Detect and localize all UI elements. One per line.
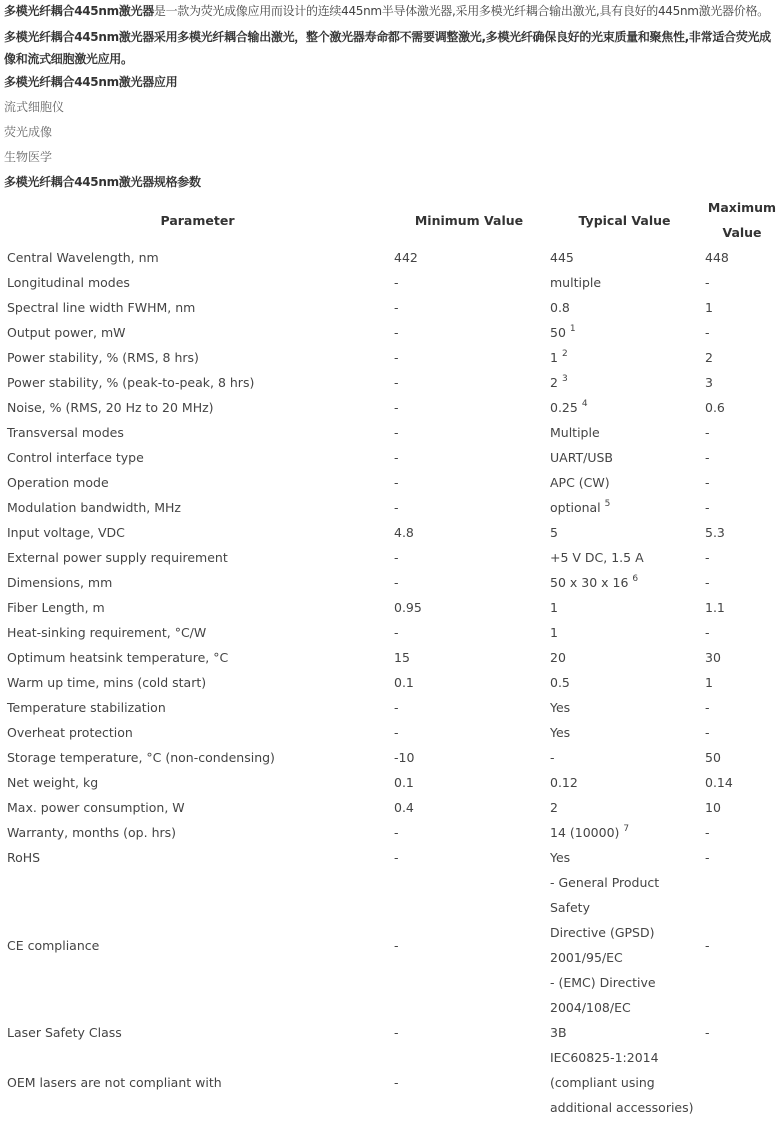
cell-min: - <box>394 575 399 590</box>
intro-paragraph-1 <box>4 0 778 22</box>
table-row <box>4 695 782 720</box>
cell-parameter: Warm up time, mins (cold start) <box>7 675 207 690</box>
typical-value: 50 <box>550 325 566 340</box>
table-row <box>4 820 782 845</box>
table-row <box>4 495 782 520</box>
product-name-bold: 多模光纤耦合445nm激光器 <box>4 4 154 18</box>
intro-paragraph-1-text: 是一款为荧光成像应用而设计的连续445nm半导体激光器,采用多模光纤耦合输出激光,具有良好的445nm激光器价格。 <box>153 4 769 18</box>
cell-typical <box>547 420 702 445</box>
cell-parameter: RoHS <box>7 850 41 865</box>
cell-parameter: Output power, mW <box>7 325 126 340</box>
cell-parameter: Input voltage, VDC <box>7 525 125 540</box>
cell-parameter: Central Wavelength, nm <box>7 250 159 265</box>
cell-typical <box>547 595 702 620</box>
table-row <box>4 345 782 370</box>
cell-typical <box>547 345 702 370</box>
typical-value: 1 <box>550 350 558 365</box>
table-row <box>4 445 782 470</box>
cell-max: - <box>705 500 710 515</box>
cell-parameter: Longitudinal modes <box>7 275 130 290</box>
cell-parameter: Fiber Length, m <box>7 600 105 615</box>
cell-max: - <box>705 1025 710 1040</box>
cell-typical <box>547 445 702 470</box>
cell-max: 5.3 <box>705 525 725 540</box>
cell-typical <box>547 470 702 495</box>
spec-table <box>4 195 782 1120</box>
footnote-marker: 7 <box>623 823 630 834</box>
cell-parameter: OEM lasers are not compliant with <box>7 1075 222 1090</box>
cell-min: - <box>394 425 399 440</box>
typical-value: 5 <box>550 525 558 540</box>
oem-line: (compliant using <box>550 1075 655 1090</box>
cell-parameter: Spectral line width FWHM, nm <box>7 300 196 315</box>
cell-min: - <box>394 937 399 953</box>
ce-line: - General Product Safety <box>550 875 660 915</box>
cell-min: - <box>394 350 399 365</box>
cell-typical <box>547 570 702 595</box>
header-maximum: Maximum Value <box>707 200 777 240</box>
typical-value: 1 <box>550 625 558 640</box>
cell-max: - <box>705 550 710 565</box>
typical-value: 14 (10000) <box>550 825 620 840</box>
cell-typical <box>547 495 702 520</box>
header-typical: Typical Value <box>578 212 671 228</box>
cell-max: 30 <box>705 650 721 665</box>
cell-parameter: Operation mode <box>7 475 109 490</box>
cell-max: - <box>705 700 710 715</box>
typical-value: multiple <box>550 275 602 290</box>
ce-line: 2004/108/EC <box>550 1000 631 1015</box>
cell-typical <box>547 295 702 320</box>
table-row <box>4 620 782 645</box>
application-item: 生物医学 <box>4 150 53 164</box>
typical-value: 0.5 <box>550 675 570 690</box>
footnote-marker: 1 <box>569 323 576 334</box>
cell-max: - <box>705 275 710 290</box>
footnote-marker: 6 <box>632 573 639 584</box>
cell-typical <box>547 770 702 795</box>
typical-value: Yes <box>550 700 571 715</box>
cell-min: 15 <box>394 650 410 665</box>
typical-value: optional <box>550 500 601 515</box>
cell-min: 0.95 <box>394 600 422 615</box>
ce-line: - (EMC) Directive <box>550 975 656 990</box>
cell-min: - <box>394 1025 399 1040</box>
cell-max: - <box>705 825 710 840</box>
cell-typical <box>547 695 702 720</box>
cell-parameter: Max. power consumption, W <box>7 800 185 815</box>
cell-min: - <box>394 625 399 640</box>
cell-min: - <box>394 300 399 315</box>
footnote-marker: 3 <box>561 373 568 384</box>
cell-min: 0.1 <box>394 775 414 790</box>
cell-parameter: External power supply requirement <box>7 550 228 565</box>
cell-parameter: CE compliance <box>7 937 100 953</box>
cell-max: 448 <box>705 250 729 265</box>
cell-min: - <box>394 500 399 515</box>
cell-max: 1.1 <box>705 600 725 615</box>
cell-min: - <box>394 475 399 490</box>
application-item: 流式细胞仪 <box>4 100 65 114</box>
header-minimum: Minimum Value <box>414 212 524 228</box>
table-row <box>4 545 782 570</box>
footnote-marker: 4 <box>581 398 588 409</box>
cell-typical <box>547 520 702 545</box>
cell-parameter: Control interface type <box>7 450 144 465</box>
cell-min: 4.8 <box>394 525 414 540</box>
table-row <box>4 420 782 445</box>
cell-min: 442 <box>394 250 418 265</box>
application-item: 荧光成像 <box>4 125 53 139</box>
table-header-row <box>4 195 782 245</box>
intro-paragraph-2: 多模光纤耦合445nm激光器采用多模光纤耦合输出激光，整个激光器寿命都不需要调整激光,多模光纤确保良好的光束质量和聚焦性,非常适合荧光成像和流式细胞激光应用。 <box>4 30 771 66</box>
cell-max: - <box>705 937 710 953</box>
cell-min: -10 <box>394 750 415 765</box>
table-row <box>4 295 782 320</box>
cell-max: 10 <box>705 800 721 815</box>
cell-max: - <box>705 425 710 440</box>
cell-min: - <box>394 325 399 340</box>
ce-line: 2001/95/EC <box>550 950 623 965</box>
cell-typical <box>547 845 702 870</box>
cell-typical <box>547 395 702 420</box>
cell-typical <box>547 745 702 770</box>
typical-value: 20 <box>550 650 566 665</box>
table-row <box>4 845 782 870</box>
cell-parameter: Overheat protection <box>7 725 133 740</box>
table-row <box>4 520 782 545</box>
spec-heading: 多模光纤耦合445nm激光器规格参数 <box>4 175 201 189</box>
cell-parameter: Modulation bandwidth, MHz <box>7 500 181 515</box>
typical-value: 0.12 <box>550 775 578 790</box>
table-row <box>4 270 782 295</box>
cell-max: - <box>705 725 710 740</box>
cell-min: - <box>394 450 399 465</box>
table-row <box>4 320 782 345</box>
cell-parameter: Temperature stabilization <box>7 700 166 715</box>
cell-max: 0.14 <box>705 775 733 790</box>
cell-typical <box>547 545 702 570</box>
table-row <box>4 395 782 420</box>
oem-line: additional accessories) <box>550 1100 694 1115</box>
cell-typical <box>547 870 702 1020</box>
cell-max: - <box>705 850 710 865</box>
cell-max <box>702 1045 782 1120</box>
cell-max: - <box>705 325 710 340</box>
cell-typical <box>547 245 702 270</box>
cell-parameter: Power stability, % (RMS, 8 hrs) <box>7 350 199 365</box>
typical-value: 2 <box>550 800 558 815</box>
cell-parameter: Transversal modes <box>7 425 124 440</box>
cell-parameter: Optimum heatsink temperature, °C <box>7 650 229 665</box>
table-row <box>4 745 782 770</box>
typical-value: 0.25 <box>550 400 578 415</box>
table-row <box>4 645 782 670</box>
typical-value: Multiple <box>550 425 600 440</box>
cell-max: 3 <box>705 375 713 390</box>
table-row <box>4 370 782 395</box>
table-row <box>4 670 782 695</box>
table-row <box>4 870 782 1020</box>
cell-typical <box>547 1045 702 1120</box>
cell-min: 0.1 <box>394 675 414 690</box>
footnote-marker: 2 <box>561 348 568 359</box>
cell-max: 50 <box>705 750 721 765</box>
cell-parameter: Heat-sinking requirement, °C/W <box>7 625 207 640</box>
cell-max: - <box>705 625 710 640</box>
cell-min: - <box>394 550 399 565</box>
cell-min: - <box>394 725 399 740</box>
table-row <box>4 720 782 745</box>
typical-value: 445 <box>550 250 574 265</box>
cell-max: - <box>705 475 710 490</box>
cell-typical <box>547 270 702 295</box>
oem-line: IEC60825-1:2014 <box>550 1050 659 1065</box>
ce-line: Directive (GPSD) <box>550 925 655 940</box>
cell-typical <box>547 820 702 845</box>
cell-parameter: Power stability, % (peak-to-peak, 8 hrs) <box>7 375 255 390</box>
typical-value: Yes <box>550 850 571 865</box>
typical-value: APC (CW) <box>550 475 610 490</box>
cell-typical: 3B <box>550 1025 567 1040</box>
cell-typical <box>547 795 702 820</box>
cell-typical <box>547 670 702 695</box>
cell-min: - <box>394 400 399 415</box>
cell-parameter: Laser Safety Class <box>7 1025 122 1040</box>
cell-min: - <box>394 700 399 715</box>
cell-max: 2 <box>705 350 713 365</box>
cell-min: - <box>394 375 399 390</box>
cell-typical <box>547 370 702 395</box>
typical-value: 0.8 <box>550 300 570 315</box>
cell-min: 0.4 <box>394 800 414 815</box>
table-row <box>4 795 782 820</box>
cell-typical <box>547 720 702 745</box>
table-row <box>4 595 782 620</box>
cell-max: - <box>705 450 710 465</box>
typical-value: Yes <box>550 725 571 740</box>
cell-parameter: Net weight, kg <box>7 775 99 790</box>
table-row <box>4 245 782 270</box>
table-row <box>4 770 782 795</box>
cell-min: - <box>394 825 399 840</box>
footnote-marker: 5 <box>604 498 611 509</box>
typical-value: +5 V DC, 1.5 A <box>550 550 644 565</box>
cell-parameter: Warranty, months (op. hrs) <box>7 825 177 840</box>
cell-min: - <box>394 850 399 865</box>
cell-typical <box>547 320 702 345</box>
cell-max: 1 <box>705 675 713 690</box>
cell-parameter: Storage temperature, °C (non-condensing) <box>7 750 275 765</box>
table-row <box>4 1020 782 1045</box>
cell-parameter: Dimensions, mm <box>7 575 113 590</box>
table-row <box>4 570 782 595</box>
applications-heading: 多模光纤耦合445nm激光器应用 <box>4 75 178 89</box>
cell-max: - <box>705 575 710 590</box>
spec-table-body <box>4 245 782 1120</box>
typical-value: UART/USB <box>550 450 613 465</box>
cell-min: - <box>394 275 399 290</box>
cell-typical <box>547 645 702 670</box>
header-parameter: Parameter <box>160 212 235 228</box>
cell-max: 0.6 <box>705 400 725 415</box>
table-row <box>4 470 782 495</box>
typical-value: 2 <box>550 375 558 390</box>
typical-value: 1 <box>550 600 558 615</box>
table-row <box>4 1045 782 1120</box>
cell-parameter: Noise, % (RMS, 20 Hz to 20 MHz) <box>7 400 214 415</box>
cell-max: 1 <box>705 300 713 315</box>
typical-value: 50 x 30 x 16 <box>550 575 629 590</box>
cell-min: - <box>394 1075 399 1090</box>
cell-typical <box>547 620 702 645</box>
typical-value: - <box>550 750 555 765</box>
